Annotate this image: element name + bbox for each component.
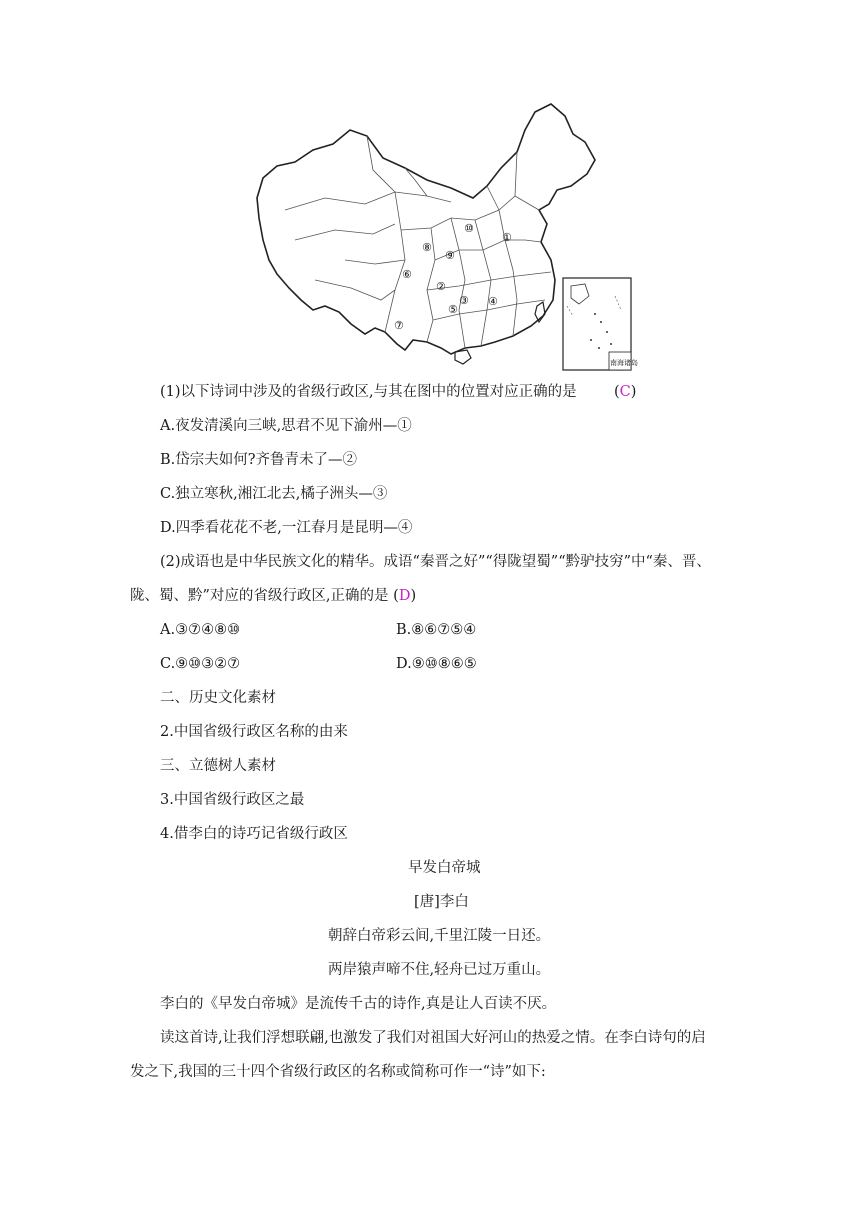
hainan-island bbox=[455, 350, 471, 364]
marker-10: ⑩ bbox=[464, 222, 474, 235]
q1-stem-text: (1)以下诗词中涉及的省级行政区,与其在图中的位置对应正确的是 bbox=[160, 384, 577, 400]
q2-answer-letter: D bbox=[398, 588, 411, 604]
poem-author: [唐]李白 bbox=[414, 894, 469, 910]
inset-label: 南海诸岛 bbox=[610, 359, 638, 367]
paragraph-2-line-2: 发之下,我国的三十四个省级行政区的名称或简称可作一“诗”如下: bbox=[130, 1064, 546, 1080]
section-heading-2: 二、历史文化素材 bbox=[160, 690, 276, 706]
q1-option-d: D.四季看花花不老,一江春月是昆明—④ bbox=[160, 520, 413, 536]
china-map-svg bbox=[255, 100, 638, 375]
q2-option-c: C.⑨⑩③②⑦ bbox=[160, 656, 241, 672]
q2-answer-open: ( bbox=[393, 588, 399, 604]
q1-answer-close: ) bbox=[630, 384, 637, 400]
q1-option-a: A.夜发清溪向三峡,思君不见下渝州—① bbox=[160, 418, 412, 434]
marker-6: ⑥ bbox=[402, 268, 412, 281]
q1-option-c: C.独立寒秋,湘江北去,橘子洲头—③ bbox=[160, 486, 388, 502]
section-item-2: 2.中国省级行政区名称的由来 bbox=[160, 724, 348, 740]
q2-option-d: D.⑨⑩⑧⑥⑤ bbox=[396, 656, 477, 672]
marker-2: ② bbox=[436, 280, 446, 293]
china-map-figure bbox=[255, 100, 638, 375]
q1-answer bbox=[614, 382, 636, 402]
marker-4: ④ bbox=[488, 295, 498, 308]
paragraph-2-line-1: 读这首诗,让我们浮想联翩,也激发了我们对祖国大好河山的热爱之情。在李白诗句的启 bbox=[160, 1030, 706, 1046]
section-item-4: 4.借李白的诗巧记省级行政区 bbox=[160, 826, 348, 842]
q2-option-a: A.③⑦④⑧⑩ bbox=[160, 622, 241, 638]
marker-8: ⑧ bbox=[422, 241, 432, 254]
q2-stem-line2 bbox=[130, 586, 416, 606]
china-outline bbox=[257, 104, 595, 354]
q1-answer-open: ( bbox=[614, 384, 620, 400]
poem-line-1: 朝辞白帝彩云间,千里江陵一日还。 bbox=[328, 928, 551, 944]
q2-stem-line2-text: 陇、蜀、黔”对应的省级行政区,正确的是 bbox=[130, 588, 389, 604]
q2-stem-line1: (2)成语也是中华民族文化的精华。成语“秦晋之好”“得陇望蜀”“黔驴技穷”中“秦、晋、 bbox=[160, 554, 711, 570]
marker-9: ⑨ bbox=[445, 249, 455, 262]
marker-7: ⑦ bbox=[394, 319, 404, 332]
marker-5: ⑤ bbox=[448, 303, 458, 316]
q1-answer-letter: C bbox=[619, 384, 631, 400]
marker-3: ③ bbox=[459, 294, 469, 307]
map-markers bbox=[394, 222, 512, 332]
section-item-3: 3.中国省级行政区之最 bbox=[160, 792, 305, 808]
q2-option-b: B.⑧⑥⑦⑤④ bbox=[396, 622, 477, 638]
paragraph-1: 李白的《早发白帝城》是流传千古的诗作,真是让人百读不厌。 bbox=[160, 996, 557, 1012]
marker-1: ① bbox=[502, 231, 512, 244]
q2-answer-close: ) bbox=[410, 588, 417, 604]
q1-stem bbox=[160, 382, 577, 402]
q1-option-b: B.岱宗夫如何?齐鲁青未了—② bbox=[160, 452, 358, 468]
poem-title: 早发白帝城 bbox=[408, 860, 481, 876]
poem-line-2: 两岸猿声啼不住,轻舟已过万重山。 bbox=[328, 962, 551, 978]
section-heading-3: 三、立德树人素材 bbox=[160, 758, 276, 774]
south-china-sea-inset bbox=[563, 278, 638, 370]
